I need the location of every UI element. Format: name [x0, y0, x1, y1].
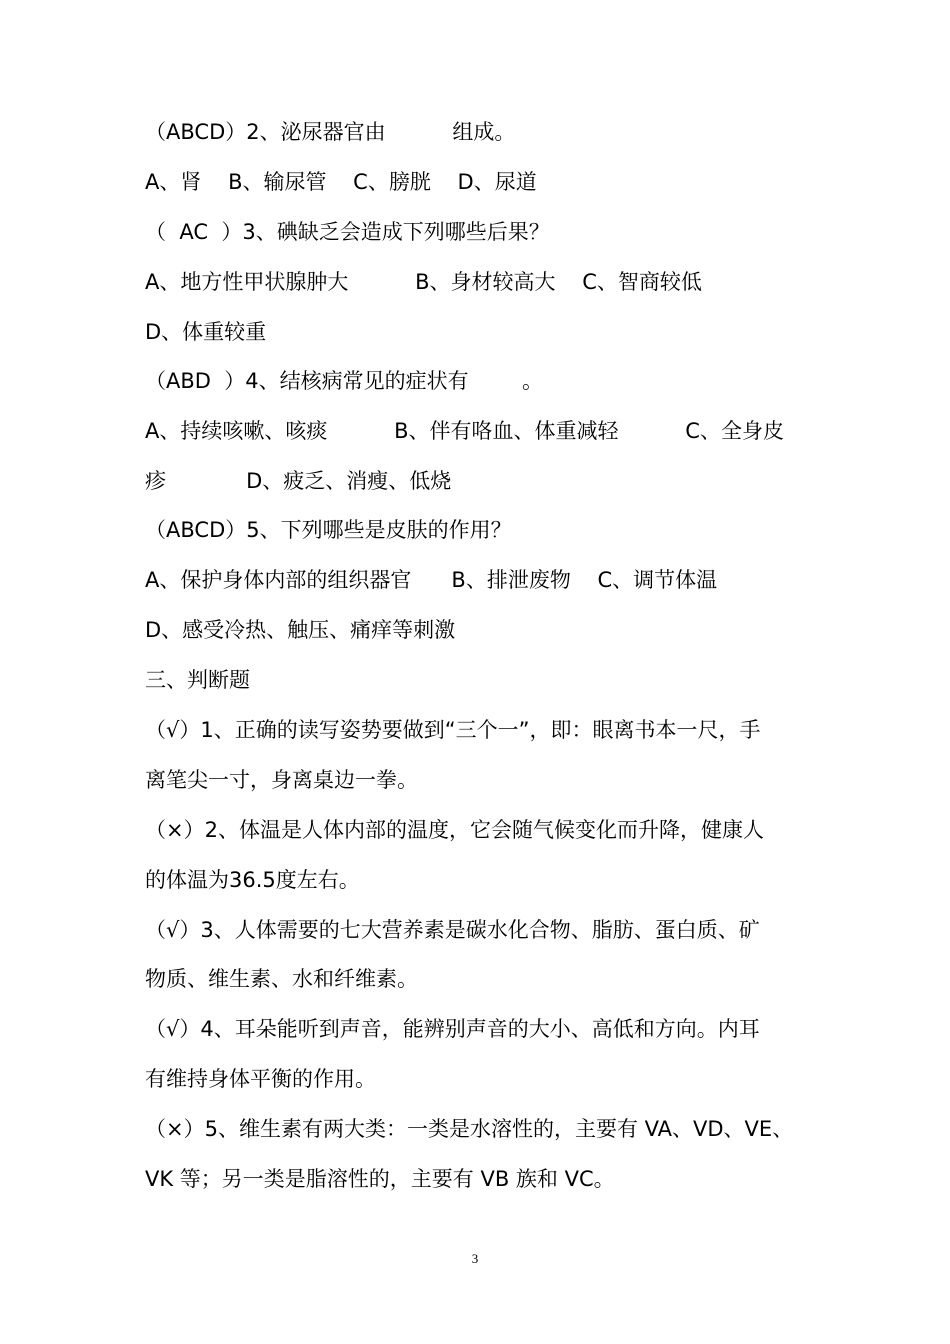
- judgment-1-line-2: 离笔尖一寸，身离桌边一拳。: [145, 768, 418, 792]
- question-5-options-line-1: A、保护身体内部的组织器官 B、排泄废物 C、调节体温: [145, 568, 718, 592]
- judgment-1-line-1: （√）1、正确的读写姿势要做到“三个一”，即：眼离书本一尺，手: [145, 718, 761, 742]
- judgment-5-line-2: VK 等；另一类是脂溶性的，主要有 VB 族和 VC。: [145, 1167, 615, 1191]
- judgment-4-line-2: 有维持身体平衡的作用。: [145, 1067, 376, 1091]
- question-4-options-line-2: 疹 D、疲乏、消瘦、低烧: [145, 469, 452, 493]
- question-4-stem: （ABD ）4、结核病常见的症状有 。: [145, 369, 544, 393]
- question-3-options-line-1: A、地方性甲状腺肿大 B、身材较高大 C、智商较低: [145, 270, 702, 294]
- question-2-options: A、肾 B、输尿管 C、膀胱 D、尿道: [145, 170, 537, 194]
- question-3-options-line-2: D、体重较重: [145, 320, 267, 344]
- judgment-2-line-2: 的体温为36.5度左右。: [145, 868, 360, 892]
- question-5-options-line-2: D、感受冷热、触压、痛痒等刺激: [145, 618, 456, 642]
- question-5-stem: （ABCD）5、下列哪些是皮肤的作用？: [145, 518, 512, 542]
- judgment-2-line-1: （×）2、体温是人体内部的温度，它会随气候变化而升降，健康人: [145, 818, 764, 842]
- question-3-stem: （ AC ）3、碘缺乏会造成下列哪些后果？: [145, 220, 550, 244]
- question-2-stem: （ABCD）2、泌尿器官由 组成。: [145, 120, 516, 144]
- question-4-options-line-1: A、持续咳嗽、咳痰 B、伴有咯血、体重减轻 C、全身皮: [145, 419, 784, 443]
- section-heading-true-false: 三、判断题: [145, 668, 250, 692]
- page-number: 3: [471, 1251, 479, 1266]
- judgment-3-line-2: 物质、维生素、水和纤维素。: [145, 967, 418, 991]
- judgment-4-line-1: （√）4、耳朵能听到声音，能辨别声音的大小、高低和方向。内耳: [145, 1017, 760, 1041]
- judgment-5-line-1: （×）5、维生素有两大类：一类是水溶性的，主要有 VA、VD、VE、: [145, 1117, 794, 1141]
- judgment-3-line-1: （√）3、人体需要的七大营养素是碳水化合物、脂肪、蛋白质、矿: [145, 918, 760, 942]
